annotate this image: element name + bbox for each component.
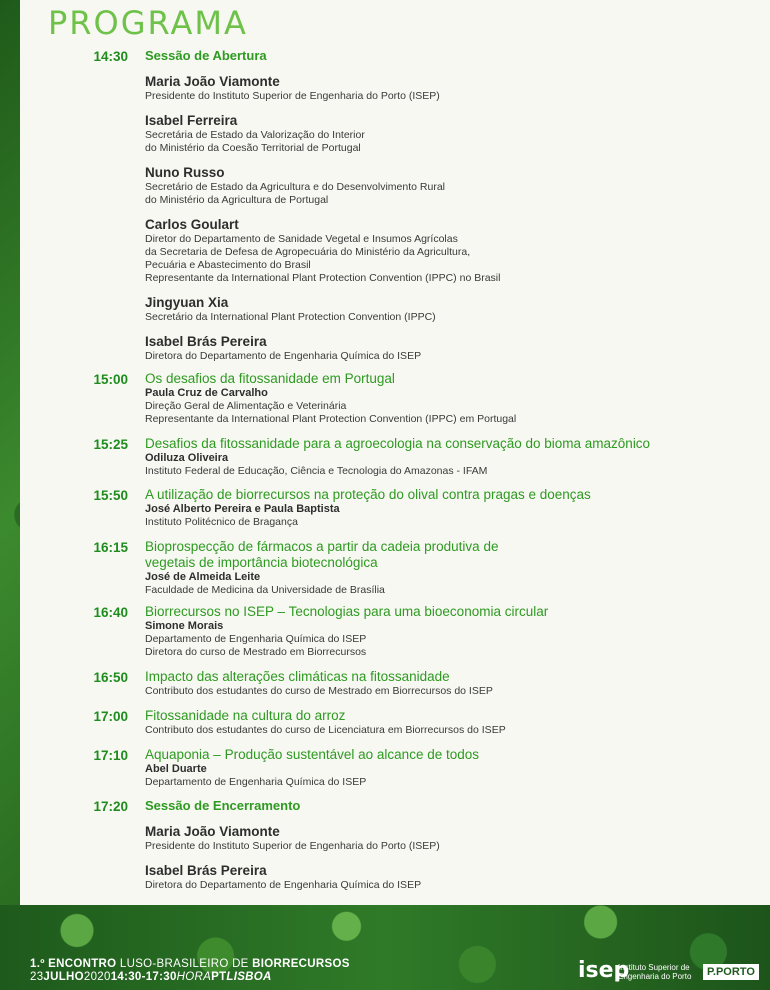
pporto-logo: P.PORTO [703, 964, 759, 980]
speaker-entry [145, 863, 745, 892]
speaker-affiliation: Representante da International Plant Protection Convention (IPPC) em Portugal [145, 413, 517, 425]
speaker-entry [145, 503, 745, 529]
event-date-part: JULHO [43, 971, 84, 983]
session-body [145, 669, 745, 698]
speaker-entry [145, 824, 745, 853]
speaker-affiliation: Contributo dos estudantes do curso de Licenciatura em Biorrecursos do ISEP [145, 724, 506, 736]
session-title: Sessão de Abertura [145, 48, 267, 63]
speaker-name: Isabel Brás Pereira [145, 863, 267, 878]
session-body [145, 487, 745, 529]
session-title: Impacto das alterações climáticas na fitossanidade [145, 669, 450, 684]
speaker-entry [145, 452, 745, 478]
speaker-entry [145, 724, 745, 737]
speaker-affiliation: Diretora do Departamento de Engenharia Química do ISEP [145, 879, 422, 891]
speaker-affiliation: Instituto Federal de Educação, Ciência e Tecnologia do Amazonas - IFAM [145, 465, 488, 477]
isep-subtitle-line: Instituto Superior de [618, 963, 690, 972]
session-time: 17:20 [93, 799, 128, 814]
programme-panel [20, 0, 770, 905]
session-time: 16:40 [93, 605, 128, 620]
speaker-name: Carlos Goulart [145, 217, 239, 232]
footer-banner [0, 905, 770, 990]
speaker-affiliation: Diretora do Departamento de Engenharia Química do ISEP [145, 350, 422, 362]
speaker-name: Abel Duarte [145, 763, 207, 775]
session-time: 16:15 [93, 540, 128, 555]
session-body [145, 708, 745, 737]
session-body [145, 436, 745, 478]
session-body [145, 539, 745, 597]
speaker-entry [145, 113, 745, 155]
event-date-part: 2020 [83, 971, 111, 983]
speaker-entry [145, 387, 745, 426]
session-body [145, 747, 745, 789]
session-time: 16:50 [93, 670, 128, 685]
session-title: Aquaponia – Produção sustentável ao alcance de todos [145, 747, 479, 762]
speaker-affiliation: do Ministério da Coesão Territorial de Portugal [145, 142, 361, 154]
speaker-affiliation: Diretora do curso de Mestrado em Biorrecursos [145, 646, 367, 658]
speaker-affiliation: Direção Geral de Alimentação e Veterinária [145, 400, 347, 412]
session-title: Sessão de Encerramento [145, 798, 301, 813]
speaker-affiliation: Pecuária e Abastecimento do Brasil [145, 259, 311, 271]
session-time: 15:25 [93, 437, 128, 452]
speaker-affiliation: Departamento de Engenharia Química do ISEP [145, 776, 367, 788]
event-title-part: 1.º ENCONTRO [30, 958, 117, 970]
speaker-affiliation: Instituto Politécnico de Bragança [145, 516, 298, 528]
session-time: 15:50 [93, 488, 128, 503]
speaker-affiliation: Presidente do Instituto Superior de Engenharia do Porto (ISEP) [145, 90, 440, 102]
session-body [145, 371, 745, 426]
speaker-name: Isabel Ferreira [145, 113, 238, 128]
session-title: A utilização de biorrecursos na proteção do olival contra pragas e doenças [145, 487, 591, 502]
speaker-name: Simone Morais [145, 620, 224, 632]
speaker-affiliation: Faculdade de Medicina da Universidade de Brasília [145, 584, 385, 596]
speaker-affiliation: Secretária de Estado da Valorização do Interior [145, 129, 365, 141]
speaker-entry [145, 165, 745, 207]
speaker-affiliation: Representante da International Plant Protection Convention (IPPC) no Brasil [145, 272, 501, 284]
speaker-name: Paula Cruz de Carvalho [145, 387, 268, 399]
speaker-name: José Alberto Pereira e Paula Baptista [145, 503, 340, 515]
speaker-entry [145, 295, 745, 324]
page-title: PROGRAMA [48, 4, 248, 42]
event-date [30, 971, 272, 983]
speaker-name: Isabel Brás Pereira [145, 334, 267, 349]
isep-subtitle-line: Engenharia do Porto [618, 972, 692, 981]
speaker-entry [145, 763, 745, 789]
speaker-name: Odiluza Oliveira [145, 452, 229, 464]
speaker-name: José de Almeida Leite [145, 571, 261, 583]
speaker-name: Nuno Russo [145, 165, 225, 180]
speaker-entry [145, 685, 745, 698]
speaker-affiliation: Departamento de Engenharia Química do ISEP [145, 633, 367, 645]
event-title-part: BIORRECURSOS [252, 958, 350, 970]
event-date-part: HORA [176, 971, 212, 983]
speaker-affiliation: Presidente do Instituto Superior de Engenharia do Porto (ISEP) [145, 840, 440, 852]
speaker-name: Maria João Viamonte [145, 824, 280, 839]
speaker-affiliation: Secretário da International Plant Protection Convention (IPPC) [145, 311, 436, 323]
speaker-entry [145, 74, 745, 103]
isep-logo: isep [578, 958, 630, 983]
session-title: Fitossanidade na cultura do arroz [145, 708, 346, 723]
speaker-affiliation: da Secretaria de Defesa de Agropecuária do Ministério da Agricultura, [145, 246, 471, 258]
session-title: Os desafios da fitossanidade em Portugal [145, 371, 395, 386]
speaker-affiliation: Diretor do Departamento de Sanidade Vegetal e Insumos Agrícolas [145, 233, 458, 245]
speaker-affiliation: Contributo dos estudantes do curso de Mestrado em Biorrecursos do ISEP [145, 685, 493, 697]
event-date-part: 14:30-17:30 [110, 971, 177, 983]
session-body [145, 604, 745, 659]
event-date-part: LISBOA [226, 971, 272, 983]
speaker-entry [145, 334, 745, 363]
speaker-affiliation: do Ministério da Agricultura de Portugal [145, 194, 329, 206]
session-time: 15:00 [93, 372, 128, 387]
isep-logo-subtitle [618, 963, 691, 981]
session-title: Bioprospecção de fármacos a partir da cadeia produtiva de vegetais de importância biotecnológica [145, 539, 499, 570]
session-time: 14:30 [93, 49, 128, 64]
session-time: 17:00 [93, 709, 128, 724]
session-body [145, 798, 745, 892]
event-title [30, 958, 350, 970]
session-title: Biorrecursos no ISEP – Tecnologias para uma bioeconomia circular [145, 604, 549, 619]
event-date-part: 23 [30, 971, 44, 983]
event-title-part: LUSO-BRASILEIRO DE [116, 958, 253, 970]
session-title: Desafios da fitossanidade para a agroecologia na conservação do bioma amazônico [145, 436, 651, 451]
session-body [145, 48, 745, 363]
speaker-name: Jingyuan Xia [145, 295, 229, 310]
speaker-entry [145, 217, 745, 285]
speaker-affiliation: Secretário de Estado da Agricultura e do Desenvolvimento Rural [145, 181, 445, 193]
session-time: 17:10 [93, 748, 128, 763]
event-date-part: PT [211, 971, 227, 983]
speaker-entry [145, 571, 745, 597]
speaker-entry [145, 620, 745, 659]
speaker-name: Maria João Viamonte [145, 74, 280, 89]
